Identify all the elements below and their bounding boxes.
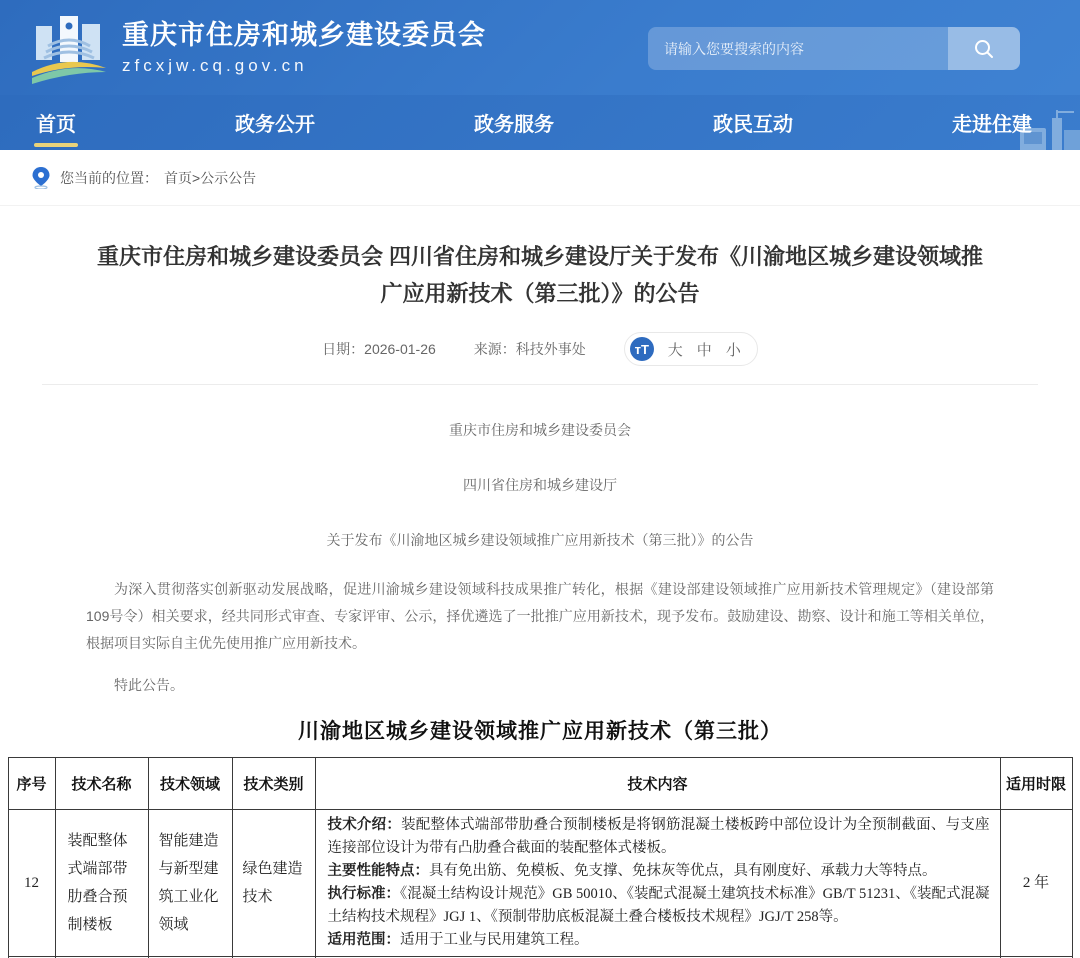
content-standards: 执行标准：《混凝土结构设计规范》GB 50010、《装配式混凝土建筑技术标准》GB/T 51231、《装配式混凝土结构技术规程》JGJ 1、《预制带肋底板混凝土叠合楼板技术规程》JGJ/T 258等。 <box>327 886 990 925</box>
site-identity <box>122 19 486 77</box>
cell-tech-category: 绿色建造技术 <box>232 810 315 957</box>
content-intro: 技术介绍：装配整体式端部带肋叠合预制楼板是将钢筋混凝土楼板跨中部位设计为全预制截面、与支座连接部位设计为带有凸肋叠合截面的装配整体式楼板。 <box>327 817 990 856</box>
site-logo-icon <box>30 12 108 84</box>
breadcrumb-label: 您当前的位置： <box>60 169 158 186</box>
search-bar <box>648 27 1020 70</box>
nav-item-gov-services[interactable]: 政务服务 <box>474 114 554 136</box>
doc-paragraph: 为深入贯彻落实创新驱动发展战略，促进川渝城乡建设领域科技成果推广转化，根据《建设部建设领域推广应用新技术管理规定》（建设部第109号令）相关要求，经共同形式审查、专家评审、公示，择优遴选了一批推广应用新技术，现予发布。鼓励建设、勘察、设计和施工等相关单位，根据项目实际自主优先使用推广应用新技术。 <box>86 581 994 651</box>
col-header-duration: 适用时限 <box>1000 758 1072 810</box>
cell-tech-name: 装配整体式端部带肋叠合预制楼板 <box>55 810 148 957</box>
article <box>0 238 1080 695</box>
col-header-field: 技术领域 <box>148 758 232 810</box>
table-header-row <box>8 758 1072 810</box>
main-nav <box>0 95 1080 150</box>
location-pin-icon <box>32 167 50 189</box>
doc-subject-line: 关于发布《川渝地区城乡建设领域推广应用新技术（第三批）》的公告 <box>326 532 754 548</box>
content-scope: 适用范围：适用于工业与民用建筑工程。 <box>327 932 589 948</box>
cell-no: 12 <box>8 810 55 957</box>
cell-tech-content <box>315 810 1000 957</box>
site-header <box>0 0 1080 95</box>
doc-closing: 特此公告。 <box>114 677 184 693</box>
nav-item-public-interaction[interactable]: 政民互动 <box>713 114 793 136</box>
font-size-large-button[interactable]: 大 <box>667 341 683 359</box>
nav-item-gov-disclosure[interactable]: 政务公开 <box>235 114 315 136</box>
doc-issuer-line2: 四川省住房和城乡建设厅 <box>463 477 617 493</box>
divider <box>42 384 1038 385</box>
table-title: 川渝地区城乡建设领域推广应用新技术（第三批） <box>298 719 782 743</box>
table-row <box>8 810 1072 957</box>
search-button[interactable] <box>948 27 1020 70</box>
article-meta <box>42 332 1038 366</box>
font-size-widget <box>624 332 758 366</box>
cell-tech-field: 智能建造与新型建筑工业化领域 <box>148 810 232 957</box>
font-size-medium-button[interactable]: 中 <box>696 341 712 359</box>
search-input[interactable] <box>648 27 948 70</box>
site-title: 重庆市住房和城乡建设委员会 <box>122 19 486 50</box>
nav-item-about[interactable]: 走进住建 <box>952 114 1032 136</box>
col-header-no: 序号 <box>8 758 55 810</box>
breadcrumb <box>0 150 1080 206</box>
site-url: zfcxjw.cq.gov.cn <box>122 56 308 76</box>
article-date: 日期：2026-01-26 <box>322 341 436 357</box>
article-title: 重庆市住房和城乡建设委员会 四川省住房和城乡建设厅关于发布《川渝地区城乡建设领域推广应用新技术（第三批）》的公告 <box>96 244 984 306</box>
breadcrumb-path[interactable]: 首页>公示公告 <box>164 169 257 186</box>
search-icon <box>973 38 995 60</box>
nav-item-home[interactable]: 首页 <box>30 95 82 150</box>
font-size-icon: ᴛT <box>630 337 654 361</box>
doc-issuer-line1: 重庆市住房和城乡建设委员会 <box>449 422 631 438</box>
cell-duration: 2 年 <box>1000 810 1072 957</box>
content-features: 主要性能特点：具有免出筋、免模板、免支撑、免抹灰等优点，具有刚度好、承载力大等特点。 <box>327 863 937 879</box>
font-size-small-button[interactable]: 小 <box>725 341 741 359</box>
tech-table <box>8 757 1073 958</box>
col-header-content: 技术内容 <box>315 758 1000 810</box>
col-header-category: 技术类别 <box>232 758 315 810</box>
article-source: 来源：科技外事处 <box>473 341 586 357</box>
col-header-name: 技术名称 <box>55 758 148 810</box>
